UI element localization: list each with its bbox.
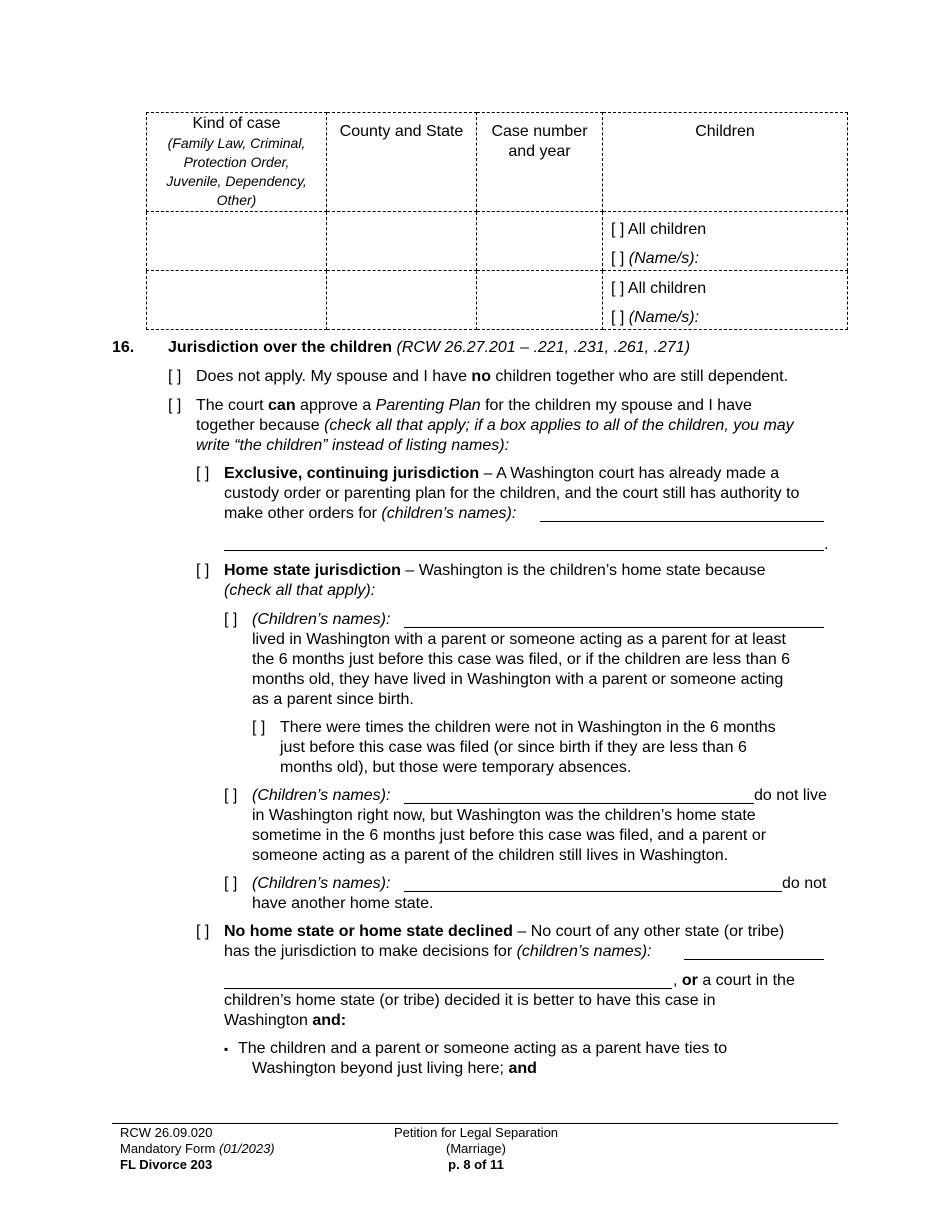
cell-case-number-1[interactable] (477, 212, 603, 271)
table-row (147, 212, 848, 271)
header-county-state (327, 113, 477, 212)
table-header-row (147, 113, 848, 212)
exclusive-period: . (824, 536, 829, 553)
exclusive-t3: make other orders for (224, 505, 382, 522)
home-state-a-names-field[interactable] (404, 627, 824, 628)
header-case-number (477, 113, 603, 212)
footer-date: (01/2023) (218, 1141, 275, 1156)
home-state-b-tail: do not live (754, 787, 827, 804)
no-home-state-t2: has the jurisdiction to make decisions for (224, 943, 517, 960)
ties-line1: The children and a parent or someone acting as a parent have ties to (238, 1040, 728, 1057)
no-home-state-title: No home state or home state declined (224, 923, 513, 940)
home-state-a-l2: the 6 months just before this case was filed, or if the children are less than 6 (252, 651, 791, 668)
no-home-state-comma: , (673, 972, 682, 989)
footer-mandatory-label: Mandatory Form (120, 1141, 219, 1156)
cell-children-2 (603, 271, 848, 330)
home-state-b-l3: someone acting as a parent of the children still lives in Washington. (252, 847, 729, 864)
cell-county-2[interactable] (327, 271, 477, 330)
cell-children-1 (603, 212, 848, 271)
no-home-state-names-field-1[interactable] (684, 959, 824, 960)
header-kind-label: Kind of case (192, 115, 281, 132)
footer-left (120, 1125, 275, 1173)
ties-and: and (508, 1060, 537, 1077)
section-number: 16. (112, 339, 135, 356)
exclusive-checkbox[interactable]: [ ] (196, 465, 210, 482)
home-state-line1 (224, 561, 766, 581)
temporary-absence-checkbox[interactable]: [ ] (252, 719, 266, 736)
no-home-state-line5 (224, 1011, 346, 1031)
header-children (603, 113, 848, 212)
footer-statute: RCW 26.09.020 (120, 1125, 213, 1140)
cell-kind-2[interactable] (147, 271, 327, 330)
home-state-c-l1: have another home state. (252, 895, 434, 912)
home-state-a-l3: months old, they have lived in Washington with a parent or someone acting (252, 671, 784, 688)
section-citation: (RCW 26.27.201 – .221, .231, .261, .271) (396, 339, 691, 356)
no-home-state-line2 (224, 942, 651, 962)
court-can-line2 (196, 416, 794, 436)
footer-page-number: p. 8 of 11 (448, 1157, 504, 1172)
prior-cases-table (146, 112, 848, 330)
does-not-apply-text (196, 367, 788, 387)
names-box-1[interactable]: [ ] (611, 250, 625, 267)
names-label-2: (Name/s): (628, 309, 700, 326)
home-state-b-names-field[interactable] (404, 803, 754, 804)
home-state-b-l1: in Washington right now, but Washington was the children’s home state (252, 807, 756, 824)
court-can-t1: The court (196, 397, 269, 414)
exclusive-line3 (224, 504, 516, 524)
temporary-absence-l3: months old), but those were temporary absences. (280, 759, 632, 776)
no-home-state-checkbox[interactable]: [ ] (196, 923, 210, 940)
footer-form-id: FL Divorce 203 (120, 1157, 213, 1172)
home-state-b-l2: sometime in the 6 months just before this case was filed, and a parent or (252, 827, 767, 844)
cell-case-number-2[interactable] (477, 271, 603, 330)
bullet-icon: ▪ (224, 1042, 229, 1056)
home-state-title: Home state jurisdiction (224, 562, 401, 579)
no-home-state-t6: a court in the (697, 972, 795, 989)
court-can-instructions: (check all that apply; if a box applies to all of the children, you may (324, 417, 794, 434)
home-state-b-checkbox[interactable]: [ ] (224, 787, 238, 804)
footer-mandatory (120, 1141, 275, 1157)
exclusive-line2: custody order or parenting plan for the children, and the court still has authority to (224, 485, 800, 502)
ties-t2: Washington beyond just living here; (252, 1060, 509, 1077)
cell-county-1[interactable] (327, 212, 477, 271)
no-home-state-names-field-2[interactable] (224, 988, 672, 989)
exclusive-names-label: (children’s names): (381, 505, 517, 522)
no-home-state-line4: children’s home state (or tribe) decided it is better to have this case in (224, 992, 716, 1009)
section-title (168, 338, 690, 358)
exclusive-title: Exclusive, continuing jurisdiction (224, 465, 480, 482)
no-home-state-line3 (673, 971, 795, 991)
exclusive-names-field-1[interactable] (540, 521, 824, 522)
names-box-2[interactable]: [ ] (611, 309, 625, 326)
footer-title: Petition for Legal Separation (393, 1125, 559, 1140)
footer-subtitle: (Marriage) (446, 1141, 506, 1156)
ties-line2 (252, 1059, 537, 1079)
does-not-apply-t3: children together who are still dependent. (490, 368, 789, 385)
header-kind-sublabel: (Family Law, Criminal, Protection Order, Juvenile, Dependency, Other) (166, 135, 307, 208)
court-can-t5: for the children my spouse and I have (480, 397, 752, 414)
header-kind-of-case (147, 113, 327, 212)
home-state-a-l4: as a parent since birth. (252, 691, 414, 708)
court-can-t3: approve a (295, 397, 376, 414)
home-state-checkbox[interactable]: [ ] (196, 562, 210, 579)
court-can-checkbox[interactable]: [ ] (168, 397, 182, 414)
footer-center (376, 1125, 576, 1173)
temporary-absence-l1: There were times the children were not in Washington in the 6 months (280, 719, 776, 736)
home-state-t1: – Washington is the children’s home state because (400, 562, 766, 579)
section-title-text: Jurisdiction over the children (168, 339, 393, 356)
court-can-line3: write “the children” instead of listing names): (196, 437, 510, 454)
exclusive-line1 (224, 464, 779, 484)
all-children-checkbox-2[interactable]: [ ] All children (611, 280, 707, 297)
no-home-state-t8: Washington (224, 1012, 313, 1029)
court-can-t6: together because (196, 417, 325, 434)
header-children-label: Children (695, 123, 755, 140)
no-home-state-or: or (681, 972, 698, 989)
all-children-checkbox-1[interactable]: [ ] All children (611, 221, 707, 238)
exclusive-t1: – A Washington court has already made a (479, 465, 780, 482)
names-label-1: (Name/s): (628, 250, 700, 267)
cell-kind-1[interactable] (147, 212, 327, 271)
names-checkbox-1[interactable] (603, 240, 847, 269)
table-row (147, 271, 848, 330)
court-can-can: can (268, 397, 296, 414)
footer-divider (112, 1123, 838, 1124)
home-state-c-names-field[interactable] (404, 891, 782, 892)
exclusive-names-field-2[interactable] (224, 550, 824, 551)
header-county-label: County and State (339, 123, 464, 140)
home-state-a-l1: lived in Washington with a parent or someone acting as a parent for at least (252, 631, 786, 648)
home-state-c-tail: do not (782, 875, 827, 892)
home-state-a-checkbox[interactable]: [ ] (224, 611, 238, 628)
names-checkbox-2[interactable] (603, 299, 847, 328)
does-not-apply-t1: Does not apply. My spouse and I have (196, 368, 472, 385)
no-home-state-names-label: (children’s names): (516, 943, 652, 960)
home-state-b-label: (Children’s names): (252, 787, 391, 804)
home-state-c-label: (Children’s names): (252, 875, 391, 892)
temporary-absence-l2: just before this case was filed (or since birth if they are less than 6 (280, 739, 747, 756)
header-case-number-label: Case number and year (491, 123, 588, 160)
home-state-c-checkbox[interactable]: [ ] (224, 875, 238, 892)
does-not-apply-no: no (471, 368, 491, 385)
home-state-a-label: (Children’s names): (252, 611, 391, 628)
no-home-state-and: and: (312, 1012, 347, 1029)
court-can-line1 (196, 396, 752, 416)
home-state-line2: (check all that apply): (224, 582, 376, 599)
no-home-state-line1 (224, 922, 784, 942)
does-not-apply-checkbox[interactable]: [ ] (168, 368, 182, 385)
court-can-parenting-plan: Parenting Plan (375, 397, 481, 414)
no-home-state-t1: – No court of any other state (or tribe) (512, 923, 785, 940)
